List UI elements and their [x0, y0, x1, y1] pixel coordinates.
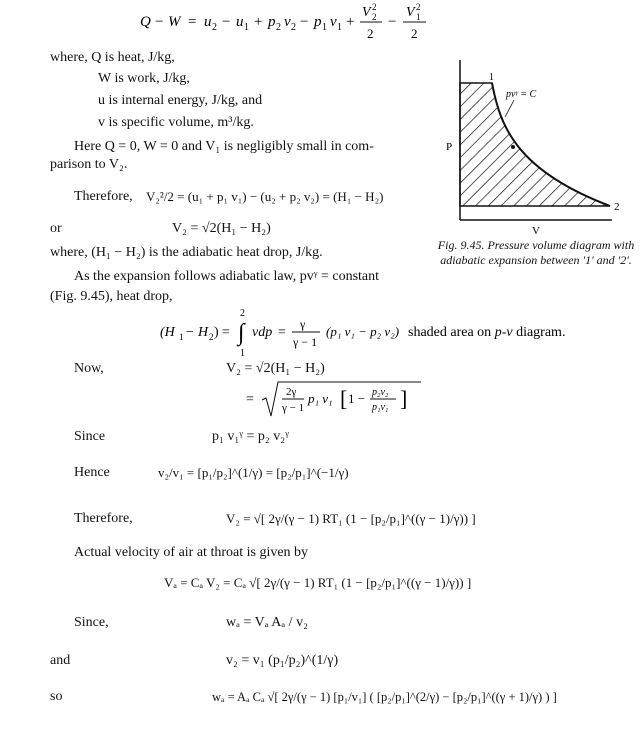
- svg-text:p₁ v₁: p₁ v₁: [308, 391, 333, 406]
- svg-text:2: 2: [291, 22, 296, 33]
- svg-text:p: p: [314, 14, 322, 30]
- svg-text:1: 1: [240, 348, 245, 359]
- curve-label: pvᵞ = C: [506, 89, 537, 100]
- svg-text:=: =: [246, 392, 254, 407]
- hence-label: Hence: [74, 465, 110, 480]
- and-equation: v₂ = v₁ (p₁/p₂)^(1/γ): [226, 653, 339, 668]
- svg-text:2: 2: [209, 332, 214, 342]
- svg-text:2: 2: [372, 12, 377, 22]
- actual-velocity-equation: Vₐ = Cₐ V₂ = Cₐ √[ 2γ/(γ − 1) RT₁ (1 − [p₂/p₁]^((γ − 1)/γ)) ]: [164, 575, 472, 590]
- svg-text:2: 2: [367, 26, 374, 41]
- svg-text:2: 2: [240, 308, 245, 319]
- therefore2-label: Therefore,: [74, 511, 133, 526]
- and-label: and: [50, 653, 71, 668]
- here-line-1: Here Q = 0, W = 0 and V₁ is negligibly small in com-: [74, 139, 374, 154]
- svg-text:1: 1: [179, 332, 184, 342]
- svg-text:+: +: [254, 14, 263, 30]
- heat-drop-render: [160, 306, 630, 362]
- since-equation: p₁ v₁ᵞ = p₂ v₂ᵞ: [212, 429, 289, 444]
- svg-text:p: p: [268, 14, 276, 30]
- svg-text:−: −: [222, 14, 231, 30]
- svg-text:−: −: [388, 14, 397, 30]
- now-label: Now,: [74, 361, 104, 376]
- now-equation-2-render: [246, 378, 446, 420]
- svg-text:2: 2: [212, 22, 217, 33]
- svg-text:=: =: [222, 325, 230, 340]
- now-equation-1: V₂ = √2(H₁ − H₂): [226, 361, 325, 376]
- svg-text:v: v: [284, 14, 291, 30]
- svg-text:=: =: [278, 325, 286, 340]
- since-label: Since: [74, 429, 106, 444]
- svg-text:shaded area on p-v diagram.: shaded area on p-v diagram.: [408, 325, 566, 340]
- svg-text:p₁v₁: p₁v₁: [372, 402, 389, 413]
- svg-text:2: 2: [411, 26, 418, 41]
- therefore-label: Therefore,: [74, 189, 133, 204]
- or-label: or: [50, 221, 62, 236]
- svg-text:vdp: vdp: [252, 325, 273, 340]
- point-1-label: 1: [489, 72, 494, 83]
- since2-equation: wₐ = Vₐ Aₐ / v₂: [226, 615, 308, 630]
- actual-velocity-line: Actual velocity of air at throat is given by: [74, 545, 309, 560]
- svg-text:(H: (H: [160, 325, 175, 340]
- svg-text:γ − 1: γ − 1: [282, 402, 305, 414]
- so-equation: wₐ = Aₐ Cₐ √[ 2γ/(γ − 1) [p₁/v₁] ( [p₂/p₁]^(2/γ) − [p₂/p₁]^((γ + 1)/γ) ) ]: [212, 690, 557, 704]
- svg-text:1: 1: [244, 22, 249, 33]
- svg-text:1: 1: [322, 22, 327, 33]
- work-area: [460, 83, 610, 206]
- svg-text:]: ]: [400, 386, 408, 411]
- svg-text:Q: Q: [140, 14, 151, 30]
- figure-caption: Fig. 9.45. Pressure volume diagram with adiabatic expansion between '1' and '2'.: [437, 238, 635, 267]
- pv-diagram: [440, 50, 630, 240]
- or-equation: V₂ = √2(H₁ − H₂): [172, 221, 271, 236]
- svg-text:1: 1: [337, 22, 342, 33]
- svg-text:V: V: [362, 5, 371, 20]
- svg-text:u: u: [204, 14, 212, 30]
- expansion-line-1: As the expansion follows adiabatic law, pvᵞ = constant: [74, 269, 380, 284]
- here-line-2: parison to V₂.: [50, 157, 128, 172]
- svg-text:γ − 1: γ − 1: [293, 335, 318, 349]
- volume-label: V: [532, 225, 540, 237]
- svg-text:2: 2: [372, 2, 377, 12]
- svg-text:−: −: [186, 325, 194, 340]
- svg-text:v: v: [330, 14, 337, 30]
- svg-text:γ: γ: [300, 317, 306, 331]
- hence-equation: v₂/v₁ = [p₁/p₂]^(1/γ) = [p₂/p₁]^(−1/γ): [158, 465, 349, 480]
- therefore-equation: V₂²/2 = (u₁ + p₁ v₁) − (u₂ + p₂ v₂) = (H₁ − H₂): [146, 189, 384, 204]
- where-line-energy: u is internal energy, J/kg, and: [98, 93, 263, 108]
- svg-text:H: H: [198, 325, 209, 340]
- where-line-volume: v is specific volume, m³/kg.: [98, 115, 254, 130]
- svg-text:−: −: [300, 14, 309, 30]
- point-2-label: 2: [614, 201, 620, 213]
- svg-text:+: +: [346, 14, 355, 30]
- expansion-line-2: (Fig. 9.45), heat drop,: [50, 289, 173, 304]
- svg-text:[: [: [340, 386, 348, 411]
- svg-text:V: V: [406, 5, 415, 20]
- energy-equation-render: [140, 0, 480, 44]
- curve-label-leader: [505, 100, 514, 117]
- svg-text:u: u: [236, 14, 244, 30]
- where-line-heat: where, Q is heat, J/kg,: [50, 50, 175, 65]
- svg-text:W: W: [168, 14, 181, 30]
- svg-text:2: 2: [276, 22, 281, 33]
- so-label: so: [50, 689, 63, 704]
- pressure-label: P: [446, 141, 453, 153]
- svg-text:=: =: [188, 14, 197, 30]
- svg-text:2γ: 2γ: [286, 386, 297, 398]
- svg-text:p₂v₂: p₂v₂: [372, 387, 389, 398]
- therefore2-equation: V₂ = √[ 2γ/(γ − 1) RT₁ (1 − [p₂/p₁]^((γ − 1)/γ)) ]: [226, 511, 476, 526]
- svg-text:1 −: 1 −: [348, 391, 366, 406]
- svg-text:1: 1: [416, 12, 421, 22]
- svg-text:−: −: [155, 14, 164, 30]
- svg-text:): ): [214, 325, 219, 340]
- since2-label: Since,: [74, 615, 109, 630]
- svg-text:∫: ∫: [238, 320, 245, 346]
- where-line-work: W is work, J/kg,: [98, 71, 190, 86]
- svg-text:(p₁ v₁ − p₂ v₂): (p₁ v₁ − p₂ v₂): [326, 324, 400, 339]
- heat-drop-definition: where, (H₁ − H₂) is the adiabatic heat drop, J/kg.: [50, 245, 323, 260]
- svg-text:2: 2: [416, 2, 421, 12]
